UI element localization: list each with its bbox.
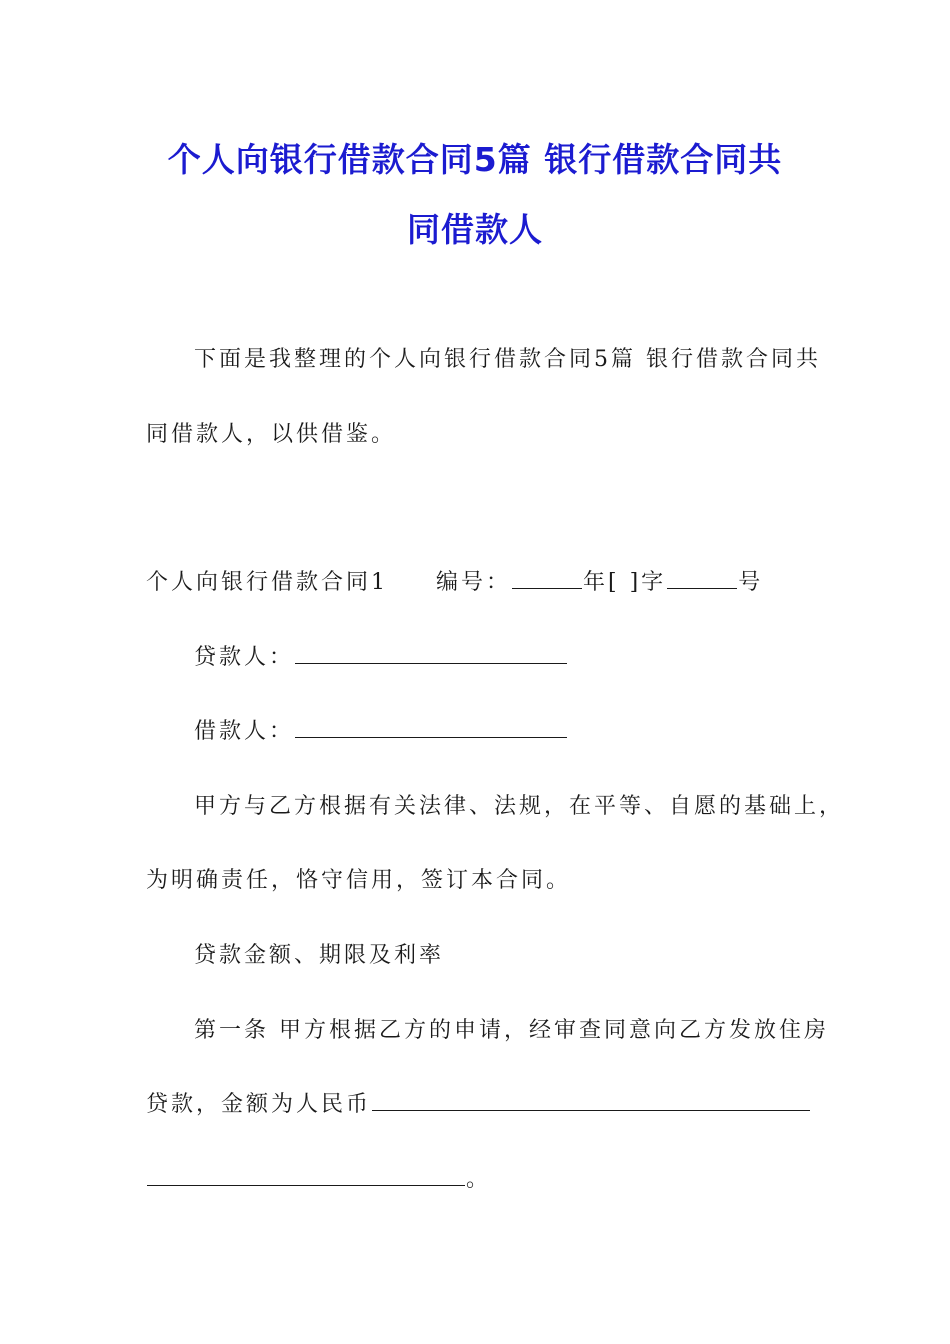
document-title-line-2: 同借款人 xyxy=(407,210,543,249)
lender-row xyxy=(194,643,568,673)
article-1-line-2: 贷款，金额为人民币 xyxy=(146,1092,372,1117)
amount-blank xyxy=(372,1090,810,1111)
contract-year-label: 年[ ]字 xyxy=(583,570,667,595)
lender-label: 贷款人： xyxy=(194,645,295,670)
amount-blank-continued xyxy=(147,1165,465,1186)
contract-number-label: 编号： xyxy=(436,570,512,595)
contract-number-blank-2 xyxy=(667,568,737,589)
contract-heading-row xyxy=(146,568,763,598)
contract-number-blank xyxy=(512,568,582,589)
borrower-row xyxy=(194,717,568,747)
borrower-label: 借款人： xyxy=(194,719,295,744)
lender-blank xyxy=(295,643,567,664)
contract-heading: 个人向银行借款合同1 xyxy=(146,570,388,595)
contract-number-suffix: 号 xyxy=(738,570,764,595)
article-1-line-1: 第一条 甲方根据乙方的申请，经审查同意向乙方发放住房 xyxy=(194,1018,829,1043)
article-1-line-2-row xyxy=(146,1090,811,1120)
document-title-line-1: 个人向银行借款合同5篇 银行借款合同共 xyxy=(167,140,783,179)
paragraph-1-line-1: 甲方与乙方根据有关法律、法规，在平等、自愿的基础上， xyxy=(194,794,845,819)
section-heading: 贷款金额、期限及利率 xyxy=(194,943,445,968)
article-1-end-mark: 。 xyxy=(466,1167,492,1192)
borrower-blank xyxy=(295,717,567,738)
intro-paragraph-line-2: 同借款人，以供借鉴。 xyxy=(146,422,397,447)
article-1-line-3-row xyxy=(146,1165,491,1195)
paragraph-1-line-2: 为明确责任，恪守信用，签订本合同。 xyxy=(146,868,572,893)
intro-paragraph-line-1: 下面是我整理的个人向银行借款合同5篇 银行借款合同共 xyxy=(194,347,821,372)
